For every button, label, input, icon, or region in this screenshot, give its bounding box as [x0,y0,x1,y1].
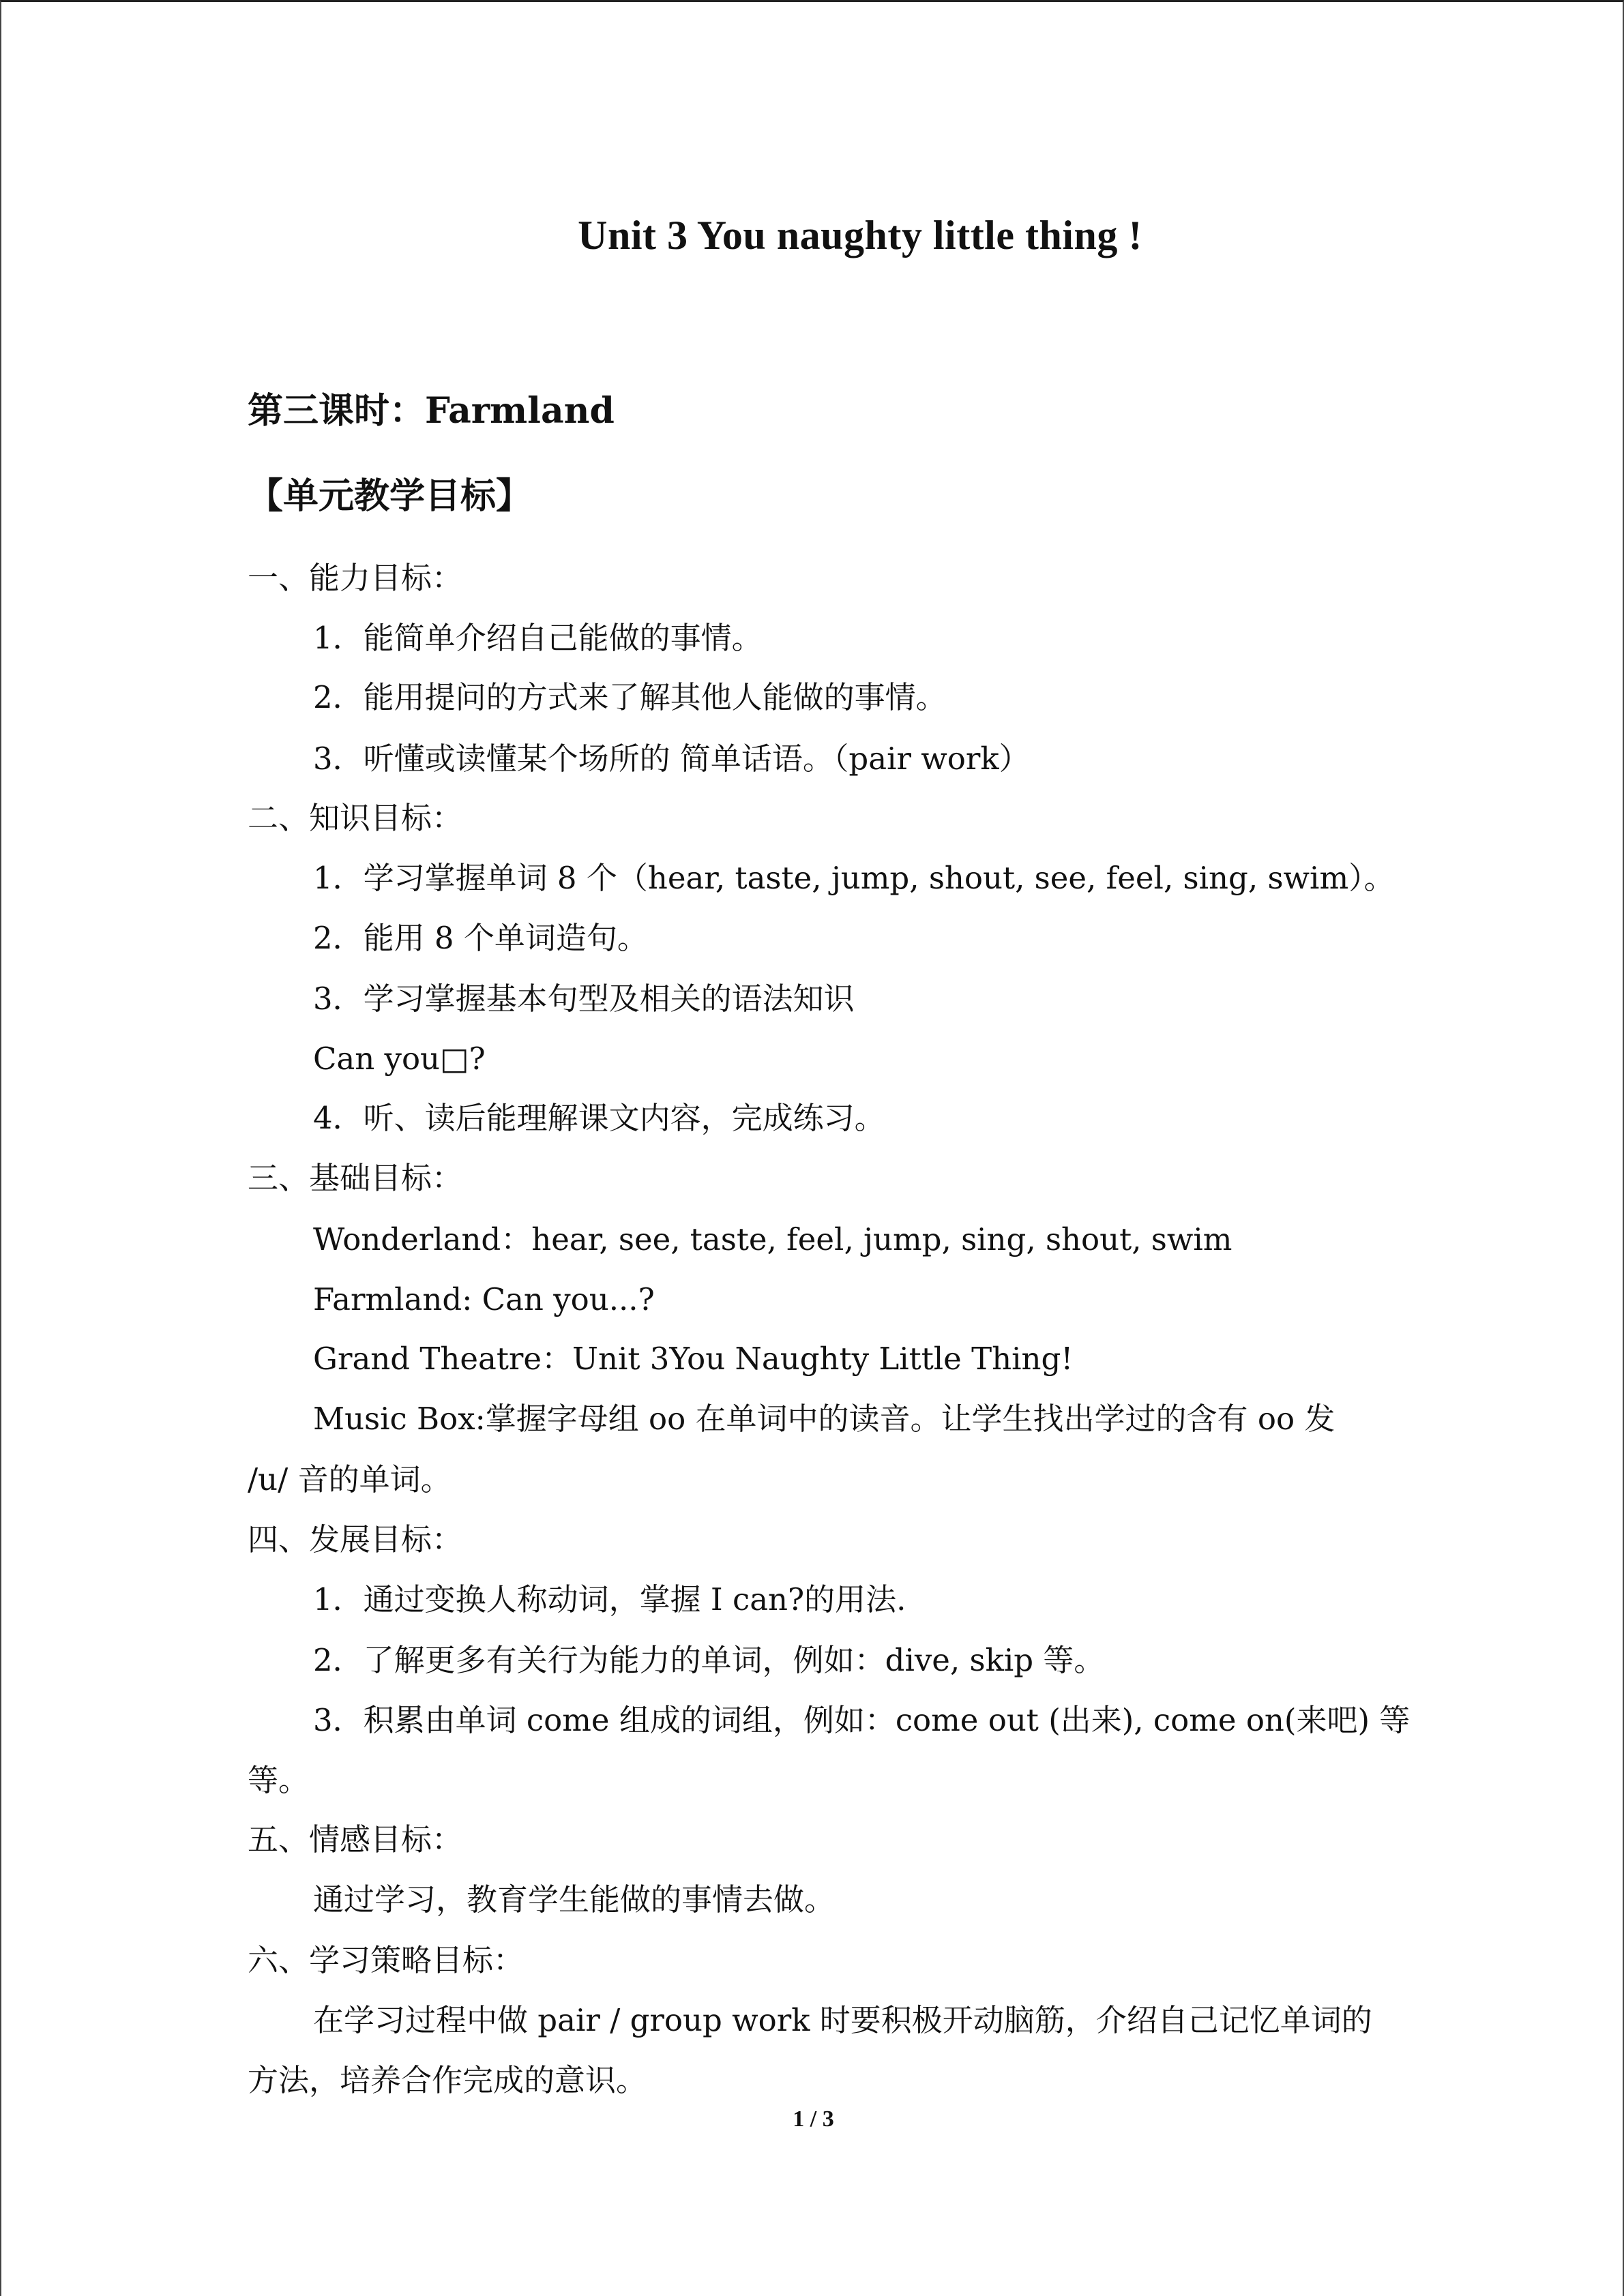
document-title: Unit 3 You naughty little thing ! [578,213,1142,258]
objective-item: Grand Theatre：Unit 3You Naughty Little Thing! [313,1341,1074,1377]
page-number: 1 / 3 [793,2106,834,2132]
objective-heading: 三、基础目标： [248,1160,463,1196]
objective-heading: 四、发展目标： [248,1521,463,1557]
objective-heading: 五、情感目标： [248,1821,463,1858]
objective-item: 4．听、读后能理解课文内容，完成练习。 [313,1100,885,1136]
objective-heading: 二、知识目标： [248,800,463,836]
objective-item: Farmland: Can you...? [313,1281,655,1317]
section-heading: 【单元教学目标】 [248,475,532,517]
objective-item: 通过学习，教育学生能做的事情去做。 [313,1881,836,1918]
objective-item: 2．能用提问的方式来了解其他人能做的事情。 [313,679,947,715]
objective-item: Wonderland：hear, see, taste, feel, jump, sing, shout, swim [313,1221,1232,1257]
sentence-pattern: Can you□? [313,1041,486,1077]
objective-item-continued: 方法，培养合作完成的意识。 [248,2062,647,2098]
objective-item: 在学习过程中做 pair / group work 时要积极开动脑筋，介绍自己记忆单词的 [313,2002,1372,2038]
objective-item: 2．能用 8 个单词造句。 [313,920,648,956]
objective-heading: 一、能力目标： [248,560,463,596]
objective-item: 1．能简单介绍自己能做的事情。 [313,620,763,656]
objective-item: 3．学习掌握基本句型及相关的语法知识 [313,981,855,1017]
objective-item: 1．学习掌握单词 8 个（hear, taste, jump, shout, see, feel, sing, swim）。 [313,860,1395,896]
objective-item-continued: 等。 [248,1762,310,1798]
objective-item: 2．了解更多有关行为能力的单词，例如：dive, skip 等。 [313,1642,1105,1678]
objective-heading: 六、学习策略目标： [248,1942,525,1978]
objective-item: 1．通过变换人称动词，掌握 I can?的用法. [313,1581,906,1617]
objective-item: 3．积累由单词 come 组成的词组，例如：come out (出来), come on(来吧) 等 [313,1702,1411,1738]
lesson-heading: 第三课时：Farmland [248,390,615,432]
objective-item-continued: /u/ 音的单词。 [248,1461,452,1497]
objective-item: Music Box:掌握字母组 oo 在单词中的读音。让学生找出学过的含有 oo 发 [313,1401,1335,1437]
objective-item: 3．听懂或读懂某个场所的 简单话语。（pair work） [313,741,1030,777]
